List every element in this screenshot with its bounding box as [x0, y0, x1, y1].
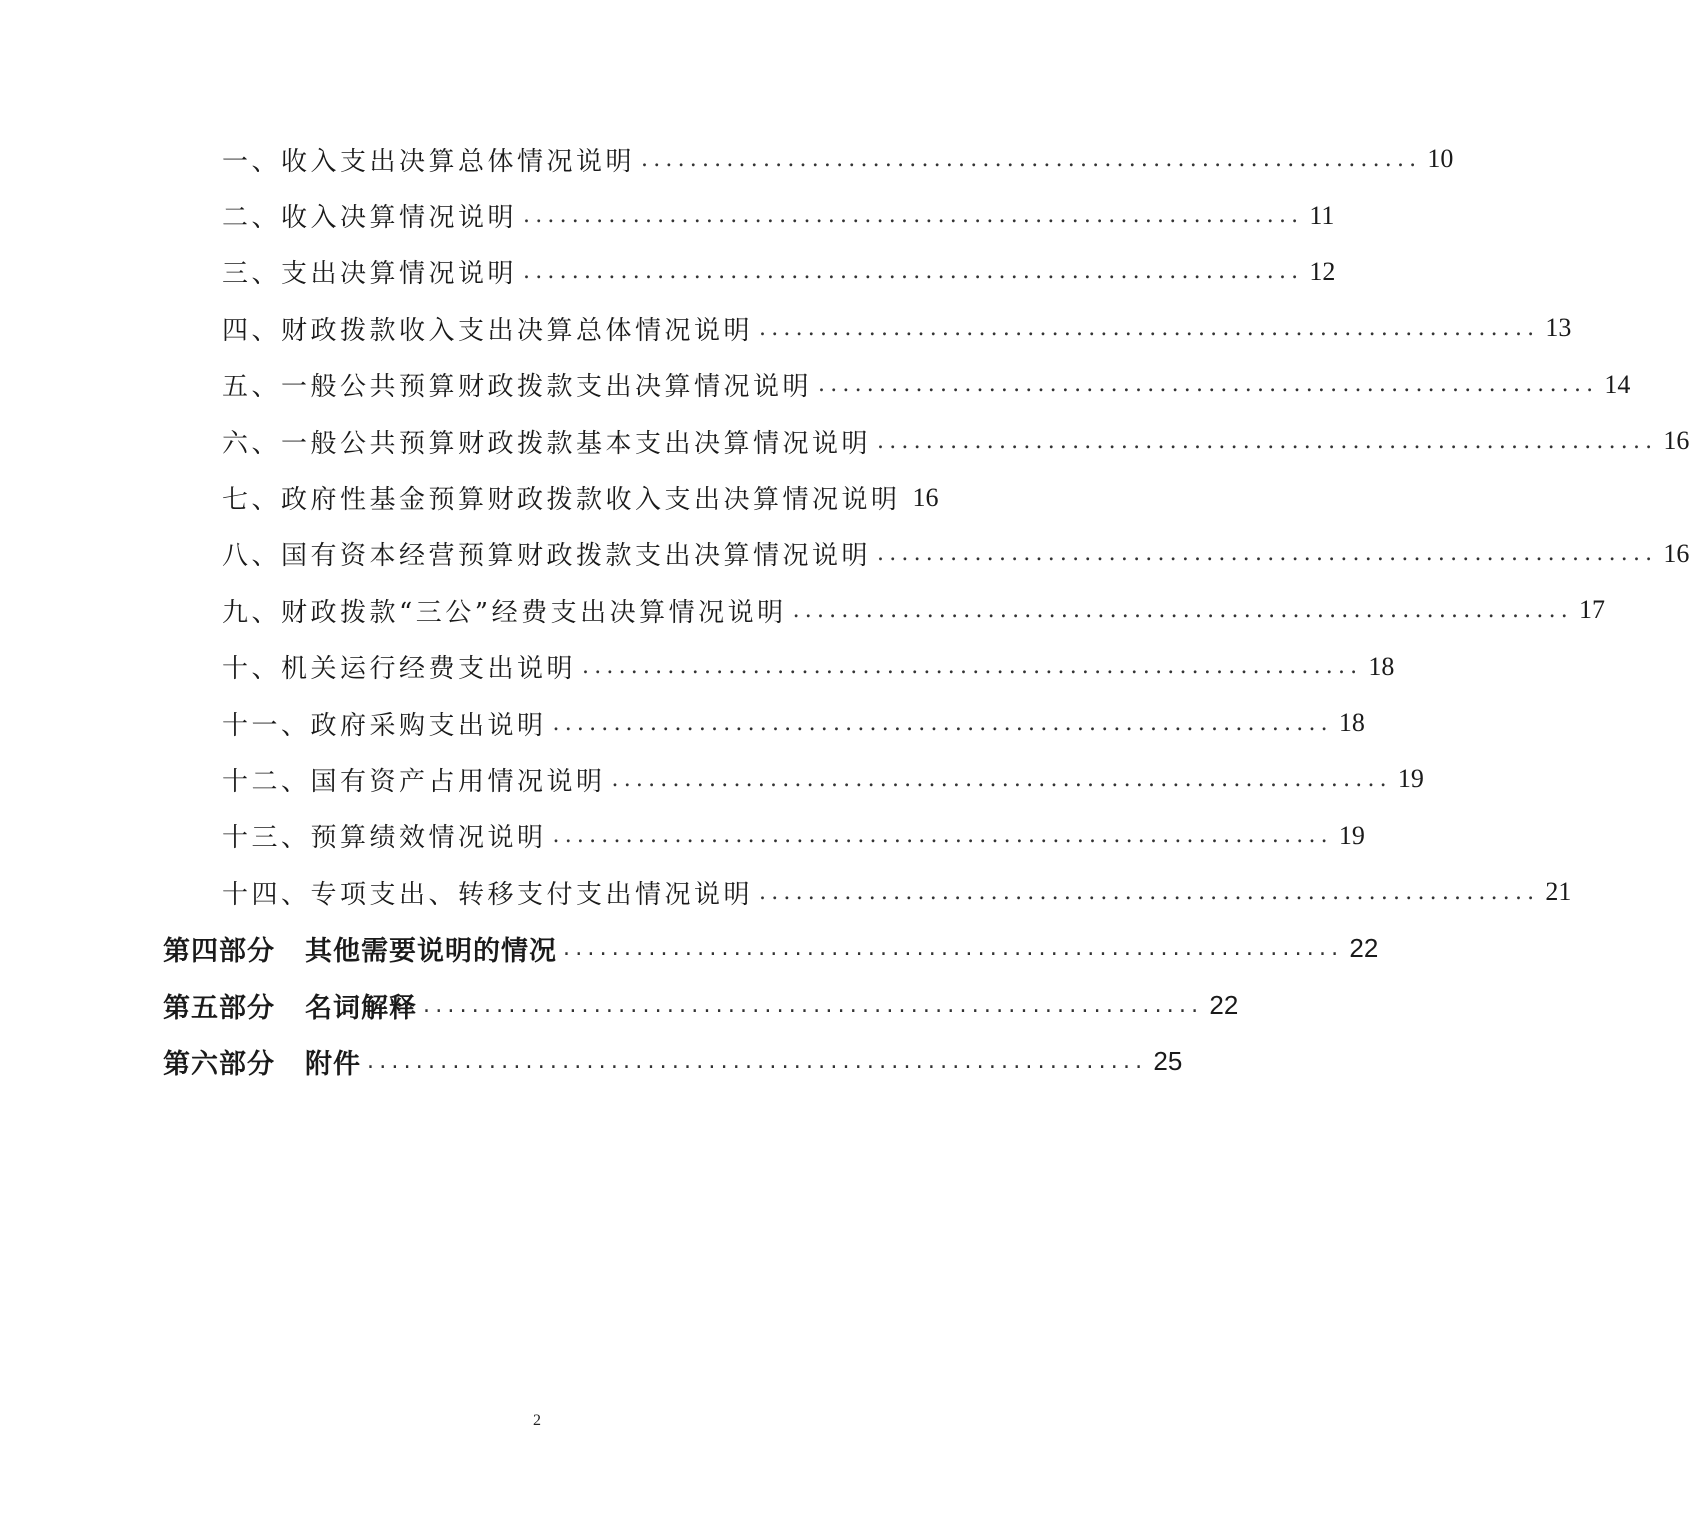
toc-entry-page: 19: [1397, 764, 1424, 794]
toc-entry[interactable]: [0, 808, 1365, 864]
toc-part-entry[interactable]: [0, 1033, 1183, 1089]
toc-leader-dots: ................................................................: [818, 372, 1599, 398]
toc-entry-page: 13: [1545, 313, 1572, 343]
toc-entry-page: 16: [912, 482, 939, 512]
toc-entry-title: 八、国有资本经营预算财政拨款支出决算情况说明: [222, 541, 872, 572]
toc-leader-dots: ................................................................: [552, 710, 1333, 736]
toc-part-name: 其他需要说明的情况: [305, 936, 557, 968]
toc-leader-dots: ................................................................: [759, 879, 1540, 905]
toc-entry-title: 九、财政拨款“三公”经费支出决算情况说明: [222, 597, 787, 628]
toc-entry-title: 十三、预算绩效情况说明: [222, 823, 547, 854]
toc-entry-title: 四、财政拨款收入支出决算总体情况说明: [222, 315, 754, 346]
toc-leader-dots: ................................................................: [563, 936, 1344, 962]
toc-entry-title: 二、收入决算情况说明: [222, 203, 518, 234]
toc-leader-dots: ................................................................: [423, 992, 1204, 1018]
toc-leader-dots: ................................................................: [877, 541, 1658, 567]
toc-entry-page: 21: [1545, 877, 1572, 907]
toc-entry-title: 六、一般公共预算财政拨款基本支出决算情况说明: [222, 428, 872, 459]
toc-entry[interactable]: [0, 413, 1689, 469]
toc-part-entry[interactable]: [0, 920, 1379, 976]
toc-entry-title: 十二、国有资产占用情况说明: [222, 766, 606, 797]
toc-leader-dots: ................................................................: [641, 146, 1422, 172]
table-of-contents: [0, 131, 1689, 1090]
toc-leader-dots: ................................................................: [552, 823, 1333, 849]
toc-entry-page: 22: [1349, 933, 1379, 964]
toc-part-number: 第四部分: [163, 936, 275, 968]
toc-entry[interactable]: [0, 639, 1395, 695]
toc-entry-page: 14: [1604, 369, 1631, 399]
toc-part-entry[interactable]: [0, 977, 1239, 1033]
toc-leader-dots: ................................................................: [523, 259, 1304, 285]
toc-leader-dots: ................................................................: [759, 315, 1540, 341]
toc-leader-dots: ................................................................: [523, 203, 1304, 229]
toc-part-title: [163, 1042, 361, 1081]
toc-entry-page: 17: [1578, 595, 1605, 625]
toc-entry[interactable]: [0, 864, 1572, 920]
toc-entry[interactable]: [0, 751, 1424, 807]
toc-entry-page: 18: [1368, 651, 1395, 681]
toc-entry[interactable]: [0, 582, 1605, 638]
toc-entry-page: 22: [1209, 989, 1239, 1020]
toc-entry[interactable]: [0, 244, 1336, 300]
toc-entry-title: 五、一般公共预算财政拨款支出决算情况说明: [222, 372, 813, 403]
toc-entry-page: 11: [1309, 200, 1335, 230]
toc-entry-page: 19: [1338, 820, 1365, 850]
toc-entry[interactable]: [0, 131, 1454, 187]
toc-entry[interactable]: [0, 695, 1365, 751]
toc-entry-title: 十一、政府采购支出说明: [222, 710, 547, 741]
toc-entry-title: 十四、专项支出、转移支付支出情况说明: [222, 879, 754, 910]
page-number: 2: [533, 1412, 541, 1429]
toc-entry-page: 12: [1309, 256, 1336, 286]
toc-entry[interactable]: [0, 187, 1335, 243]
toc-entry-title: 七、政府性基金预算财政拨款收入支出决算情况说明: [222, 485, 901, 516]
toc-part-number: 第六部分: [163, 1048, 275, 1080]
toc-entry-title: 十、机关运行经费支出说明: [222, 654, 577, 685]
toc-entry-page: 25: [1153, 1045, 1183, 1076]
toc-part-name: 名词解释: [305, 992, 417, 1024]
toc-leader-dots: ................................................................: [367, 1048, 1148, 1074]
toc-leader-dots: ................................................................: [611, 766, 1392, 792]
toc-leader-dots: ................................................................: [792, 597, 1573, 623]
toc-entry[interactable]: [0, 469, 939, 525]
toc-part-title: [163, 986, 417, 1025]
toc-entry-page: 16: [1663, 538, 1689, 568]
toc-entry-page: 16: [1663, 426, 1689, 456]
toc-entry[interactable]: [0, 526, 1689, 582]
toc-entry-title: 一、收入支出决算总体情况说明: [222, 146, 636, 177]
toc-part-title: [163, 929, 557, 968]
toc-entry-title: 三、支出决算情况说明: [222, 259, 518, 290]
toc-leader-dots: ................................................................: [877, 428, 1658, 454]
toc-part-name: 附件: [305, 1048, 361, 1080]
toc-entry-page: 10: [1427, 144, 1454, 174]
toc-leader-dots: ................................................................: [582, 654, 1363, 680]
toc-entry[interactable]: [0, 357, 1631, 413]
toc-entry-page: 18: [1338, 708, 1365, 738]
toc-part-number: 第五部分: [163, 992, 275, 1024]
toc-entry[interactable]: [0, 300, 1572, 356]
